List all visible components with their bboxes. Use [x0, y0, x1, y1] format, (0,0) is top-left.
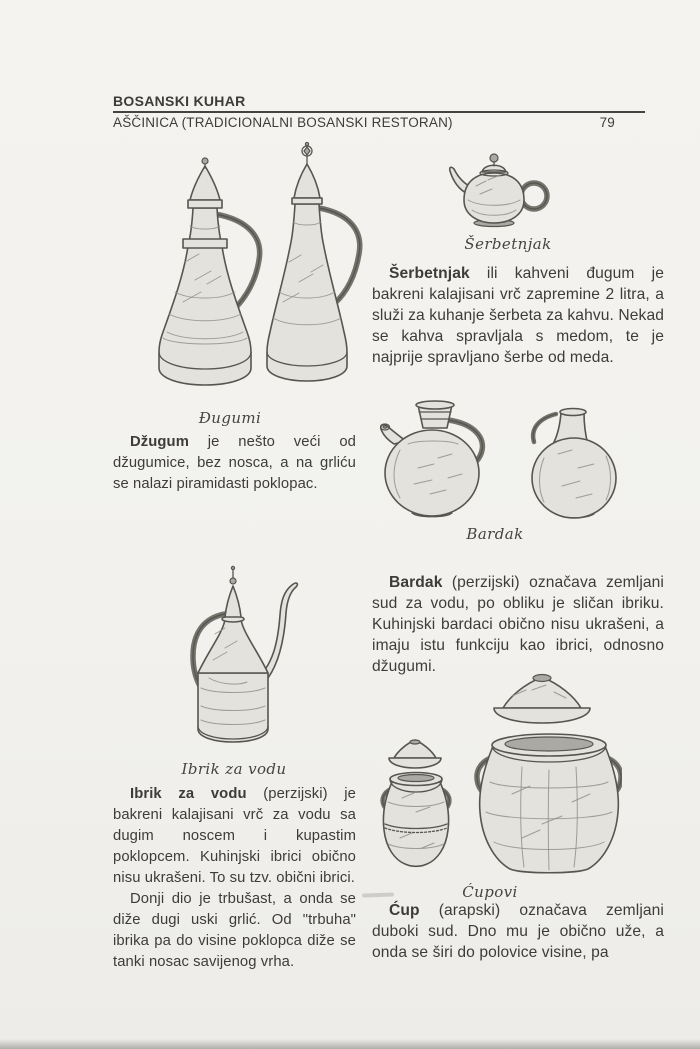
bardak-paragraph — [372, 572, 664, 677]
page-number: 79 — [599, 115, 615, 130]
ibrik-lead: Ibrik za vodu — [130, 786, 247, 802]
scan-shadow — [0, 1039, 700, 1049]
bardak-text — [372, 572, 664, 677]
cup-lead: Ćup — [389, 902, 420, 919]
bardak-illustration — [378, 398, 618, 520]
dzugum-paragraph — [113, 432, 356, 495]
serbetnjak-body: ili kahveni đugum je bakreni kalajisani vrč zapremine 2 litra, a služi za kuhanje šerbeta za kahvu. Nekad se kahva spravljala s medom, te je najprije spravljano šerbe od meda. — [372, 265, 664, 366]
cupovi-caption: Ćupovi — [462, 883, 518, 901]
cup-large-pot — [477, 734, 621, 873]
cup-small-lid — [389, 740, 441, 768]
serbetnjak-teapot — [450, 154, 547, 227]
dzugum-text — [113, 432, 356, 495]
serbetnjak-lead: Šerbetnjak — [389, 265, 470, 282]
dzugumi-caption: Đugumi — [198, 409, 262, 427]
book-title: BOSANSKI KUHAR — [113, 93, 246, 109]
serbetnjak-text — [372, 263, 664, 368]
ibrik-text-2: Donji dio je trbušast, a onda se diže dugi uski grlić. Od "trbuha" ibrika pa do visine poklopca diže se tanki nosac savijenog vrha. — [113, 891, 356, 970]
serbetnjak-paragraph — [372, 263, 664, 368]
bardak-right-jug — [532, 409, 616, 519]
cupovi-illustration — [372, 672, 622, 877]
header-rule — [113, 111, 645, 113]
dzugum-right-ewer — [267, 142, 360, 381]
serbetnjak-caption: Šerbetnjak — [464, 235, 552, 253]
bardak-left-jug — [381, 401, 483, 517]
dzugumi-illustration — [155, 142, 365, 404]
cup-body: (arapski) označava zemljani duboki sud. Dno mu je obično uže, a onda se širi do polovice visine, pa — [372, 902, 664, 961]
cup-paragraph — [372, 900, 664, 963]
cup-large-lid — [494, 675, 590, 724]
chapter-title: AŠČINICA (TRADICIONALNI BOSANSKI RESTORAN) — [113, 115, 453, 130]
header-subrow — [113, 115, 645, 130]
dzugum-body: je nešto veći od džugumice, bez nosca, a na grliću se nalazi piramidasti poklopac. — [113, 434, 356, 492]
ibrik-body: (perzijski) je bakreni kalajisani vrč za vodu sa dugim noscem i kupastim poklopcem. Kuhinjski ibrici obično nisu ukrašeni. To su tzv. obični ibrici. — [113, 786, 356, 886]
bardak-lead: Bardak — [389, 574, 443, 591]
ibrik-text-1 — [113, 784, 356, 889]
ibrik-paragraphs — [113, 784, 356, 973]
page-header — [113, 93, 645, 130]
ibrik-vessel — [193, 566, 297, 742]
dzugum-lead: Džugum — [130, 434, 189, 450]
ibrik-illustration — [185, 560, 300, 748]
cup-small-pot — [383, 773, 450, 867]
bardak-caption: Bardak — [466, 525, 524, 543]
ibrik-caption: Ibrik za vodu — [181, 760, 287, 778]
dzugum-left-ewer — [159, 158, 260, 385]
bardak-body: (perzijski) označava zemljani sud za vodu, po obliku je sličan ibriku. Kuhinjski bardaci obično nisu ukrašeni, a imaju istu funkciju kao ibrici, odnosno džugumi. — [372, 574, 664, 675]
serbetnjak-illustration — [446, 148, 556, 228]
cup-text — [372, 900, 664, 963]
